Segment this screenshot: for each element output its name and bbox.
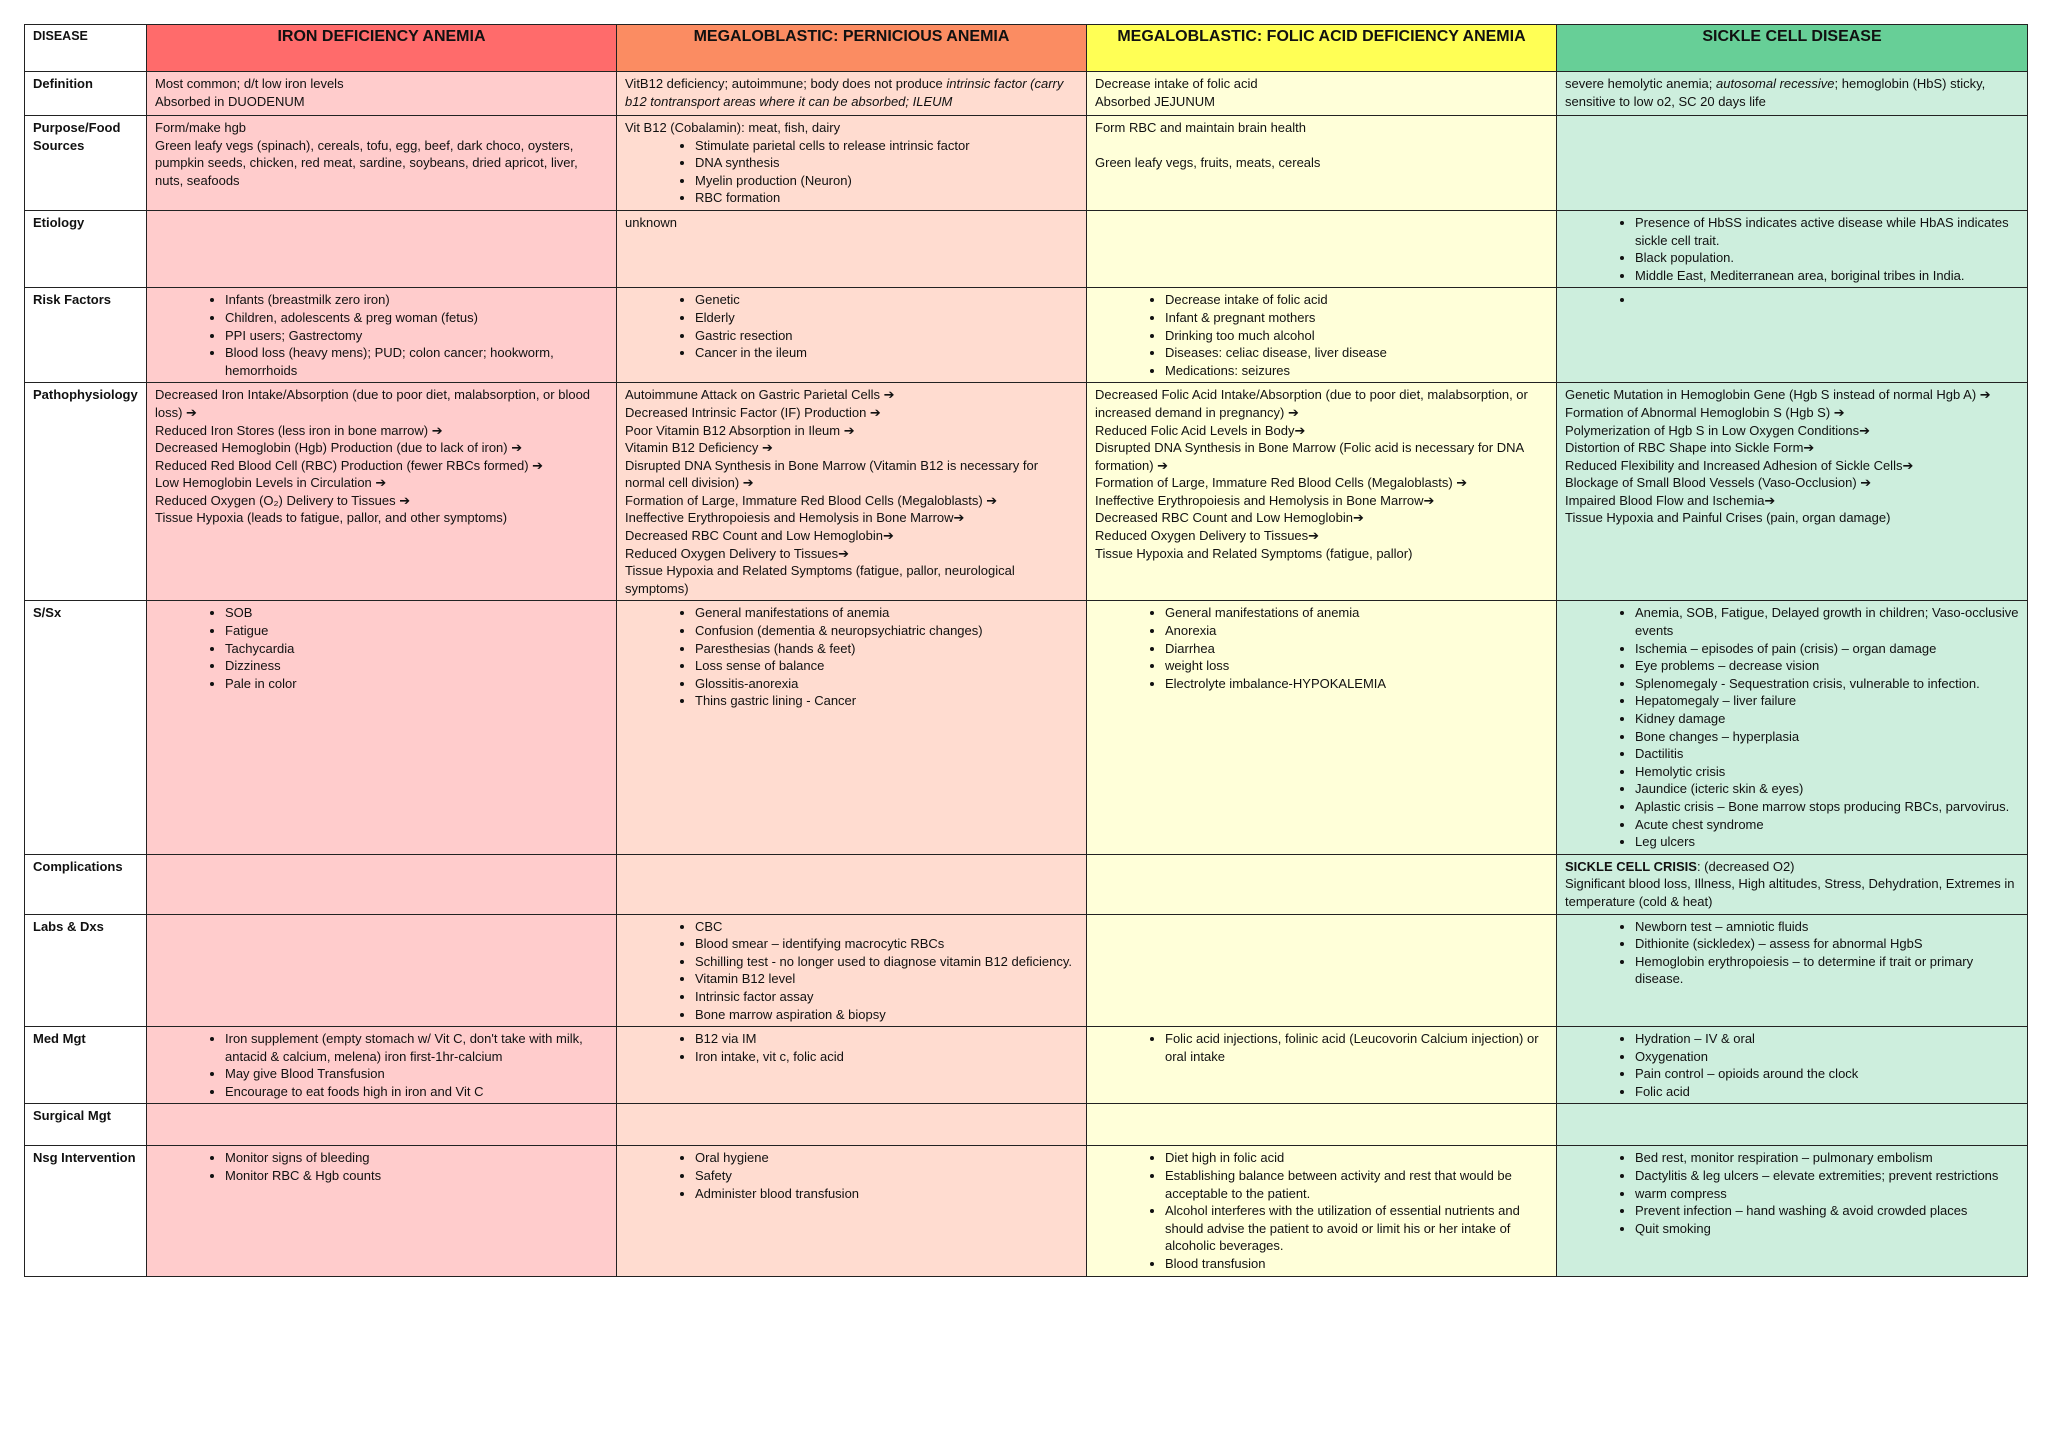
crisis-title: SICKLE CELL CRISIS [1565, 858, 1697, 874]
pern-definition [617, 72, 1087, 116]
cell-line: Tissue Hypoxia and Related Symptoms (fatigue, pallor) [1095, 545, 1413, 561]
list-item: • Folic acid [1635, 1083, 2019, 1101]
list-item: • Splenomegaly - Sequestration crisis, vulnerable to infection. [1635, 675, 2019, 693]
sickle-etiology [1557, 210, 2028, 287]
cell-line: Reduced Oxygen (O₂) Delivery to Tissues ➔ [155, 492, 411, 508]
bullet-list [625, 1030, 1078, 1065]
cell-line: Decreased RBC Count and Low Hemoglobin➔ [625, 528, 894, 544]
bullet-list [625, 137, 1078, 207]
cell-line: Formation of Abnormal Hemoglobin S (Hgb S) ➔ [1565, 404, 1845, 420]
cell-text-italic: intrinsic factor (carry b12 tontransport areas where it can be absorbed; ILEUM [625, 76, 1064, 109]
iron-labs [147, 914, 617, 1027]
list-item: • Pain control – opioids around the clock [1635, 1065, 2019, 1083]
cell-line: Reduced Iron Stores (less iron in bone marrow) ➔ [155, 422, 443, 438]
risk-label: Risk Factors [25, 288, 147, 383]
iron-etiology [147, 210, 617, 287]
bullet-list [155, 1149, 608, 1184]
list-item: • Hemoglobin erythropoiesis – to determine if trait or primary disease. [1635, 953, 2019, 988]
list-item: • Anemia, SOB, Fatigue, Delayed growth in children; Vaso-occlusive events [1635, 604, 2019, 639]
iron-definition [147, 72, 617, 116]
pern-risk [617, 288, 1087, 383]
folic-risk [1087, 288, 1557, 383]
list-item: • RBC formation [695, 189, 1078, 207]
folic-definition [1087, 72, 1557, 116]
list-item: • Electrolyte imbalance-HYPOKALEMIA [1165, 675, 1548, 693]
list-item: • Diarrhea [1165, 640, 1548, 658]
list-item: • Jaundice (icteric skin & eyes) [1635, 780, 2019, 798]
cell-line: Ineffective Erythropoiesis and Hemolysis in Bone Marrow➔ [1095, 492, 1435, 508]
cell-line: Decreased Intrinsic Factor (IF) Production ➔ [625, 404, 881, 420]
sickle-labs [1557, 914, 2028, 1027]
sickle-cell-header: SICKLE CELL DISEASE [1557, 25, 2028, 72]
list-item: • Middle East, Mediterranean area, boriginal tribes in India. [1635, 267, 2019, 285]
pern-complications [617, 854, 1087, 914]
iron-purpose [147, 116, 617, 211]
list-item: • Kidney damage [1635, 710, 2019, 728]
cell-line: Low Hemoglobin Levels in Circulation ➔ [155, 475, 387, 491]
cell-line: Formation of Large, Immature Red Blood Cells (Megaloblasts) ➔ [1095, 475, 1468, 491]
pern-nsg [617, 1146, 1087, 1276]
purpose-label: Purpose/Food Sources [25, 116, 147, 211]
list-item: • Oxygenation [1635, 1048, 2019, 1066]
pern-ssx [617, 601, 1087, 854]
list-item: • Dithionite (sickledex) – assess for abnormal HgbS [1635, 935, 2019, 953]
list-item: • CBC [695, 918, 1078, 936]
list-item: • Elderly [695, 309, 1078, 327]
list-item: • B12 via IM [695, 1030, 1078, 1048]
list-item: • Stimulate parietal cells to release intrinsic factor [695, 137, 1078, 155]
list-item: • Oral hygiene [695, 1149, 1078, 1167]
med-row [25, 1027, 2028, 1104]
cell-line: Decreased Iron Intake/Absorption (due to poor diet, malabsorption, or blood loss) ➔ [155, 387, 591, 420]
pernicious-anemia-header: MEGALOBLASTIC: PERNICIOUS ANEMIA [617, 25, 1087, 72]
cell-line: Disrupted DNA Synthesis in Bone Marrow (Folic acid is necessary for DNA formation) ➔ [1095, 440, 1524, 473]
bullet-list [1565, 214, 2019, 284]
iron-nsg [147, 1146, 617, 1276]
cell-line: Reduced Red Blood Cell (RBC) Production (fewer RBCs formed) ➔ [155, 457, 544, 473]
surgical-row [25, 1104, 2028, 1146]
bullet-list [625, 291, 1078, 361]
list-item: • Eye problems – decrease vision [1635, 657, 2019, 675]
sickle-ssx [1557, 601, 2028, 854]
list-item: • Pale in color [225, 675, 608, 693]
pern-labs [617, 914, 1087, 1027]
list-item: • Administer blood transfusion [695, 1185, 1078, 1203]
list-item: • Prevent infection – hand washing & avoid crowded places [1635, 1202, 2019, 1220]
list-item: • Dactilitis [1635, 745, 2019, 763]
list-item: • Schilling test - no longer used to diagnose vitamin B12 deficiency. [695, 953, 1078, 971]
purpose-row [25, 116, 2028, 211]
cell-line: Genetic Mutation in Hemoglobin Gene (Hgb S instead of normal Hgb A) ➔ [1565, 387, 1991, 403]
folic-patho [1087, 383, 1557, 601]
cell-text: : (decreased O2) [1696, 858, 1795, 874]
list-item: • Diet high in folic acid [1165, 1149, 1548, 1167]
iron-surgical [147, 1104, 617, 1146]
cell-line: Distortion of RBC Shape into Sickle Form➔ [1565, 440, 1815, 456]
list-item: • Newborn test – amniotic fluids [1635, 918, 2019, 936]
list-item: • Diseases: celiac disease, liver disease [1165, 344, 1548, 362]
sickle-risk [1557, 288, 2028, 383]
iron-med [147, 1027, 617, 1104]
bullet-list [155, 291, 608, 379]
definition-label: Definition [25, 72, 147, 116]
sickle-surgical [1557, 1104, 2028, 1146]
definition-row [25, 72, 2028, 116]
bullet-list [1565, 291, 2019, 309]
bullet-list [625, 604, 1078, 710]
folic-labs [1087, 914, 1557, 1027]
list-item: • Infant & pregnant mothers [1165, 309, 1548, 327]
sickle-definition [1557, 72, 2028, 116]
cell-line: Form RBC and maintain brain health [1095, 120, 1306, 135]
iron-risk [147, 288, 617, 383]
list-item: • Anorexia [1165, 622, 1548, 640]
bullet-list [155, 604, 608, 692]
cell-line: Decrease intake of folic acid [1095, 76, 1258, 91]
cell-text: severe hemolytic anemia; [1565, 76, 1717, 91]
bullet-list [1095, 291, 1548, 379]
cell-line: Autoimmune Attack on Gastric Parietal Cells ➔ [625, 387, 895, 403]
cell-line: Tissue Hypoxia (leads to fatigue, pallor, and other symptoms) [155, 510, 508, 526]
cell-line: Tissue Hypoxia and Related Symptoms (fatigue, pallor, neurological symptoms) [625, 563, 1015, 596]
bullet-list [1095, 1149, 1548, 1272]
list-item: • Hydration – IV & oral [1635, 1030, 2019, 1048]
list-item: • Glossitis-anorexia [695, 675, 1078, 693]
bullet-list [1565, 918, 2019, 988]
complications-label: Complications [25, 854, 147, 914]
list-item: • Dizziness [225, 657, 608, 675]
list-item: • Acute chest syndrome [1635, 816, 2019, 834]
list-item: • Iron intake, vit c, folic acid [695, 1048, 1078, 1066]
list-item: • Paresthesias (hands & feet) [695, 640, 1078, 658]
etiology-row [25, 210, 2028, 287]
list-item: • Children, adolescents & preg woman (fetus) [225, 309, 608, 327]
bullet-list [1095, 604, 1548, 692]
folic-nsg [1087, 1146, 1557, 1276]
sickle-complications [1557, 854, 2028, 914]
bullet-list [1565, 604, 2019, 850]
list-item: • Leg ulcers [1635, 833, 2019, 851]
cell-line: Ineffective Erythropoiesis and Hemolysis in Bone Marrow➔ [625, 510, 965, 526]
iron-patho [147, 383, 617, 601]
med-label: Med Mgt [25, 1027, 147, 1104]
cell-text-italic: autosomal recessive [1716, 76, 1835, 91]
list-item: • Encourage to eat foods high in iron and Vit C [225, 1083, 608, 1101]
list-item: • Quit smoking [1635, 1220, 2019, 1238]
iron-complications [147, 854, 617, 914]
bullet-list [1565, 1030, 2019, 1100]
list-item: • SOB [225, 604, 608, 622]
list-item: • Establishing balance between activity and rest that would be acceptable to the patient. [1165, 1167, 1548, 1202]
list-item: • Myelin production (Neuron) [695, 172, 1078, 190]
patho-label: Pathophysiology [25, 383, 147, 601]
cell-line: Polymerization of Hgb S in Low Oxygen Conditions➔ [1565, 422, 1870, 438]
list-item [1635, 291, 2019, 309]
cell-line: Reduced Oxygen Delivery to Tissues➔ [1095, 528, 1320, 544]
list-item: • Blood transfusion [1165, 1255, 1548, 1273]
folic-med [1087, 1027, 1557, 1104]
cell-text: ; hemoglobin (HbS) sticky, sensitive to low o2, SC 20 days life [1565, 76, 1986, 109]
list-item: • Hepatomegaly – liver failure [1635, 692, 2019, 710]
folic-surgical [1087, 1104, 1557, 1146]
cell-line: Green leafy vegs, fruits, meats, cereals [1095, 154, 1321, 170]
bullet-list [625, 918, 1078, 1024]
cell-line: Absorbed in DUODENUM [155, 93, 305, 109]
bullet-list [1565, 1149, 2019, 1237]
anemia-comparison-table [24, 24, 2028, 1277]
folic-ssx [1087, 601, 1557, 854]
risk-row [25, 288, 2028, 383]
list-item: • Monitor signs of bleeding [225, 1149, 608, 1167]
list-item: • Medications: seizures [1165, 362, 1548, 380]
surgical-label: Surgical Mgt [25, 1104, 147, 1146]
folic-complications [1087, 854, 1557, 914]
cell-line: Tissue Hypoxia and Painful Crises (pain, organ damage) [1565, 510, 1891, 526]
complications-row [25, 854, 2028, 914]
list-item: • PPI users; Gastrectomy [225, 327, 608, 345]
etiology-label: Etiology [25, 210, 147, 287]
cell-line: Blockage of Small Blood Vessels (Vaso-Occlusion) ➔ [1565, 475, 1872, 491]
pern-med [617, 1027, 1087, 1104]
pern-purpose [617, 116, 1087, 211]
list-item: • Cancer in the ileum [695, 344, 1078, 362]
list-item: • Intrinsic factor assay [695, 988, 1078, 1006]
list-item: • Monitor RBC & Hgb counts [225, 1167, 608, 1185]
folic-acid-header: MEGALOBLASTIC: FOLIC ACID DEFICIENCY ANEMIA [1087, 25, 1557, 72]
nsg-label: Nsg Intervention [25, 1146, 147, 1276]
list-item: • General manifestations of anemia [1165, 604, 1548, 622]
sickle-med [1557, 1027, 2028, 1104]
cell-line: Impaired Blood Flow and Ischemia➔ [1565, 492, 1776, 508]
list-item: • Tachycardia [225, 640, 608, 658]
cell-line: Reduced Folic Acid Levels in Body➔ [1095, 422, 1306, 438]
pern-patho [617, 383, 1087, 601]
cell-line: Vitamin B12 Deficiency ➔ [625, 440, 773, 456]
list-item: • Blood loss (heavy mens); PUD; colon cancer; hookworm, hemorrhoids [225, 344, 608, 379]
cell-line: Form/make hgb [155, 120, 247, 135]
cell-text: VitB12 deficiency; autoimmune; body does not produce [625, 76, 947, 91]
sickle-patho [1557, 383, 2028, 601]
list-item: • Alcohol interferes with the utilization of essential nutrients and should advise the patient to avoid or limit his or her intake of alcoholic beverages. [1165, 1202, 1548, 1255]
pern-etiology [617, 210, 1087, 287]
list-item: • May give Blood Transfusion [225, 1065, 608, 1083]
list-item: • Drinking too much alcohol [1165, 327, 1548, 345]
cell-line: Green leafy vegs (spinach), cereals, tofu, egg, beef, dark choco, oysters, pumpkin seeds, chicken, red meat, sardine, soybeans, dried apricot, liver, nuts, seafoods [155, 137, 578, 188]
list-item: • weight loss [1165, 657, 1548, 675]
labs-label: Labs & Dxs [25, 914, 147, 1027]
list-item: • Hemolytic crisis [1635, 763, 2019, 781]
cell-line: Poor Vitamin B12 Absorption in Ileum ➔ [625, 422, 855, 438]
list-item: • Thins gastric lining - Cancer [695, 692, 1078, 710]
iron-ssx [147, 601, 617, 854]
cell-line: Decreased Hemoglobin (Hgb) Production (due to lack of iron) ➔ [155, 440, 523, 456]
bullet-list [155, 1030, 608, 1100]
list-item: • General manifestations of anemia [695, 604, 1078, 622]
list-item: • Fatigue [225, 622, 608, 640]
folic-etiology [1087, 210, 1557, 287]
list-item: • warm compress [1635, 1185, 2019, 1203]
folic-purpose [1087, 116, 1557, 211]
ssx-label: S/Sx [25, 601, 147, 854]
labs-row [25, 914, 2028, 1027]
nsg-row [25, 1146, 2028, 1276]
list-item: • Presence of HbSS indicates active disease while HbAS indicates sickle cell trait. [1635, 214, 2019, 249]
cell-line: Decreased Folic Acid Intake/Absorption (due to poor diet, malabsorption, or increased demand in pregnancy) ➔ [1095, 387, 1528, 420]
cell-line: Disrupted DNA Synthesis in Bone Marrow (Vitamin B12 is necessary for normal cell division) ➔ [625, 457, 1039, 491]
cell-line: Significant blood loss, Illness, High altitudes, Stress, Dehydration, Extremes in temperature (cold & heat) [1565, 876, 2015, 909]
list-item: • Bone marrow aspiration & biopsy [695, 1006, 1078, 1024]
list-item: • Aplastic crisis – Bone marrow stops producing RBCs, parvovirus. [1635, 798, 2019, 816]
list-item: • Black population. [1635, 249, 2019, 267]
header-row [25, 25, 2028, 72]
list-item: • Vitamin B12 level [695, 970, 1078, 988]
list-item: • Confusion (dementia & neuropsychiatric changes) [695, 622, 1078, 640]
cell-line: Formation of Large, Immature Red Blood Cells (Megaloblasts) ➔ [625, 492, 998, 508]
list-item: • Ischemia – episodes of pain (crisis) – organ damage [1635, 640, 2019, 658]
list-item: • Dactylitis & leg ulcers – elevate extremities; prevent restrictions [1635, 1167, 2019, 1185]
list-item: • Blood smear – identifying macrocytic RBCs [695, 935, 1078, 953]
list-item: • Bed rest, monitor respiration – pulmonary embolism [1635, 1149, 2019, 1167]
sickle-purpose [1557, 116, 2028, 211]
sickle-nsg [1557, 1146, 2028, 1276]
disease-header: DISEASE [25, 25, 147, 72]
list-item: • Bone changes – hyperplasia [1635, 728, 2019, 746]
list-item: • DNA synthesis [695, 154, 1078, 172]
patho-row [25, 383, 2028, 601]
list-item: • Decrease intake of folic acid [1165, 291, 1548, 309]
list-item: • Genetic [695, 291, 1078, 309]
cell-line: Reduced Flexibility and Increased Adhesion of Sickle Cells➔ [1565, 457, 1914, 473]
cell-text: unknown [625, 214, 678, 230]
iron-deficiency-header: IRON DEFICIENCY ANEMIA [147, 25, 617, 72]
list-item: • Folic acid injections, folinic acid (Leucovorin Calcium injection) or oral intake [1165, 1030, 1548, 1065]
list-item: • Infants (breastmilk zero iron) [225, 291, 608, 309]
cell-line: Absorbed JEJUNUM [1095, 93, 1215, 109]
list-item: • Loss sense of balance [695, 657, 1078, 675]
bullet-list [1095, 1030, 1548, 1065]
cell-line: Reduced Oxygen Delivery to Tissues➔ [625, 545, 850, 561]
cell-line: Vit B12 (Cobalamin): meat, fish, dairy [625, 120, 841, 135]
bullet-list [625, 1149, 1078, 1202]
list-item: • Gastric resection [695, 327, 1078, 345]
ssx-row [25, 601, 2028, 854]
cell-line: Most common; d/t low iron levels [155, 76, 344, 91]
pern-surgical [617, 1104, 1087, 1146]
cell-line: Decreased RBC Count and Low Hemoglobin➔ [1095, 510, 1364, 526]
list-item: • Iron supplement (empty stomach w/ Vit C, don't take with milk, antacid & calcium, melena) iron first-1hr-calcium [225, 1030, 608, 1065]
list-item: • Safety [695, 1167, 1078, 1185]
